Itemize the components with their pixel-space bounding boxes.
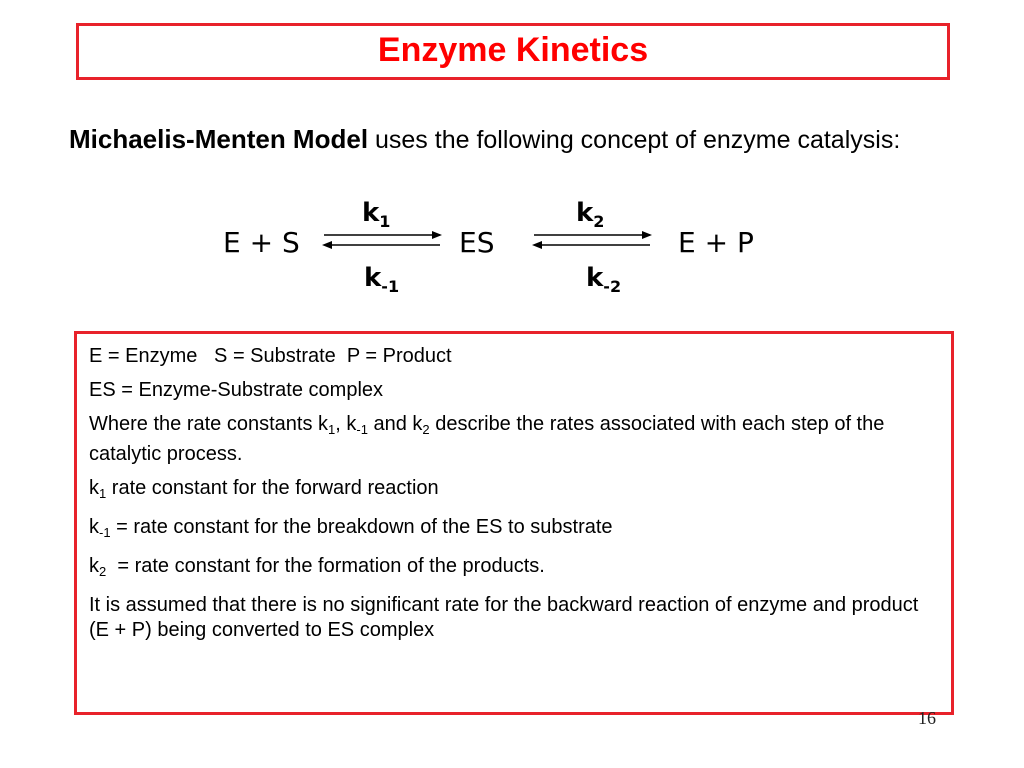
model-name: Michaelis-Menten Model [69, 124, 369, 154]
definition-species: E = Enzyme S = Substrate P = Product [89, 345, 452, 367]
products-label: E + P [678, 226, 754, 259]
definition-complex: ES = Enzyme-Substrate complex [89, 379, 384, 401]
rate-constant-k1: $k_1$ [362, 198, 391, 231]
definition-rate-constants: Where the rate constants $k_1$, $k_{-1}$ and $k_2$ describe the rates associated with each step of the catalytic process. [89, 413, 885, 465]
reactants-label: E + S [223, 226, 300, 259]
equilibrium-arrow-1 [318, 226, 448, 256]
rate-constant-k-minus2: $k_{-2}$ [586, 263, 622, 296]
intro-text: uses the following concept of enzyme catalysis: [368, 126, 901, 154]
definitions-box [74, 331, 954, 715]
definition-k-minus1: $k_{-1}$ = rate constant for the breakdown of the ES to substrate [89, 516, 613, 540]
complex-label: ES [459, 226, 495, 259]
rate-constant-k2: $k_2$ [576, 198, 605, 231]
slide-title: Enzyme Kinetics [377, 31, 649, 69]
definition-k1: $k_1$ rate constant for the forward reaction [89, 477, 439, 501]
equilibrium-arrow-2 [528, 226, 658, 256]
definition-k2: $k_2$ = rate constant for the formation of the products. [89, 555, 545, 579]
intro-paragraph [69, 122, 969, 157]
page-number: 16 [918, 708, 936, 728]
rate-constant-k-minus1: $k_{-1}$ [364, 263, 400, 296]
title-box [76, 23, 950, 80]
definition-assumption: It is assumed that there is no significant rate for the backward reaction of enzyme and product (E + P) being converted to ES complex [89, 594, 919, 641]
